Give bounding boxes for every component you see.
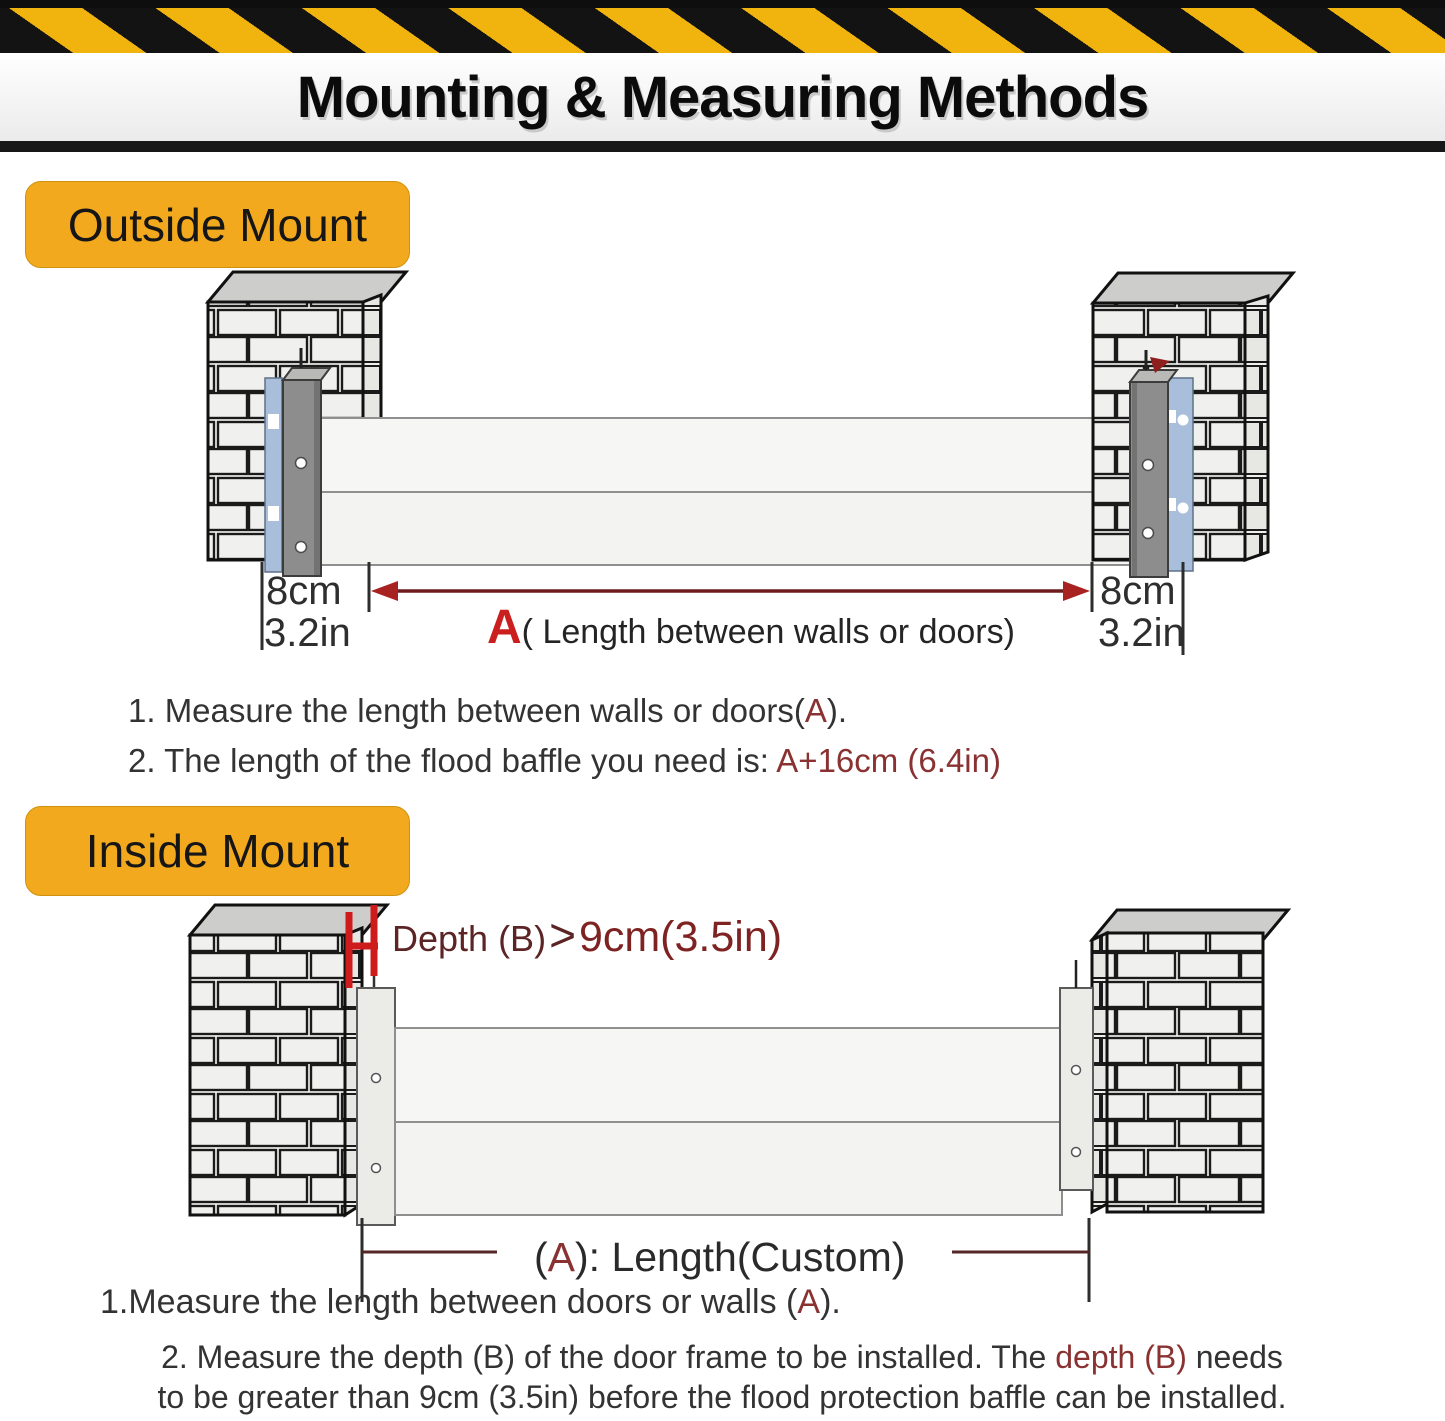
page-title: Mounting & Measuring Methods bbox=[296, 64, 1149, 130]
seal-strip-right bbox=[1166, 378, 1193, 571]
seal-strip-left bbox=[265, 378, 282, 572]
dim-right-cm: 8cm bbox=[1100, 569, 1176, 613]
length-custom-text: ): Length(Custom) bbox=[575, 1234, 906, 1280]
mounting-plate-left bbox=[357, 988, 395, 1225]
step-text: 1. Measure the length between walls or doors( bbox=[128, 692, 805, 729]
outside-step-1 bbox=[128, 692, 847, 730]
inside-step-1 bbox=[100, 1283, 841, 1322]
flood-barrier-panels bbox=[320, 418, 1133, 565]
arrowhead-right bbox=[1063, 581, 1090, 601]
step-text-end: ). bbox=[820, 1283, 841, 1321]
step-text: 2. The length of the flood baffle you need is: bbox=[128, 742, 777, 779]
arrowhead-left bbox=[371, 581, 398, 601]
step-highlight: A bbox=[804, 692, 827, 729]
depth-value: 9cm(3.5in) bbox=[578, 913, 783, 961]
inside-step-2 bbox=[42, 1337, 1402, 1417]
depth-text: Depth (B) bbox=[392, 918, 547, 959]
outside-mount-badge: Outside Mount bbox=[25, 181, 410, 268]
step-highlight: A+16cm (6.4in) bbox=[776, 742, 1001, 779]
step-text: 1.Measure the length between doors or walls ( bbox=[100, 1283, 798, 1321]
brick-pillar-right-inside bbox=[1092, 910, 1288, 1212]
step-highlight: A bbox=[797, 1283, 821, 1321]
dim-left-in: 3.2in bbox=[264, 611, 351, 655]
inside-step-2-line-1 bbox=[42, 1337, 1402, 1377]
mounting-plate-right bbox=[1060, 960, 1093, 1190]
paren-open: ( bbox=[534, 1234, 548, 1280]
step-text-end: needs bbox=[1186, 1339, 1283, 1375]
flood-barrier-panels-inside bbox=[395, 1028, 1062, 1215]
step-text-end: ). bbox=[826, 692, 848, 729]
outside-step-2 bbox=[128, 742, 1001, 780]
dim-left-cm: 8cm bbox=[266, 569, 342, 613]
length-description: ( Length between walls or doors) bbox=[521, 613, 1015, 651]
inside-step-2-line-2: to be greater than 9cm (3.5in) before the flood protection baffle can be installed. bbox=[157, 1379, 1287, 1415]
length-a-label bbox=[487, 600, 1015, 655]
step-text: 2. Measure the depth (B) of the door frame to be installed. The bbox=[161, 1339, 1056, 1375]
length-letter-a: A bbox=[487, 601, 522, 654]
inside-mount-badge: Inside Mount bbox=[25, 806, 410, 896]
dim-right-in: 3.2in bbox=[1098, 611, 1185, 655]
length-letter-a: A bbox=[547, 1234, 576, 1280]
greater-than-sign: > bbox=[549, 909, 576, 961]
length-custom-label bbox=[534, 1234, 905, 1281]
step-highlight: depth (B) bbox=[1055, 1339, 1187, 1375]
depth-b-label bbox=[392, 908, 782, 962]
